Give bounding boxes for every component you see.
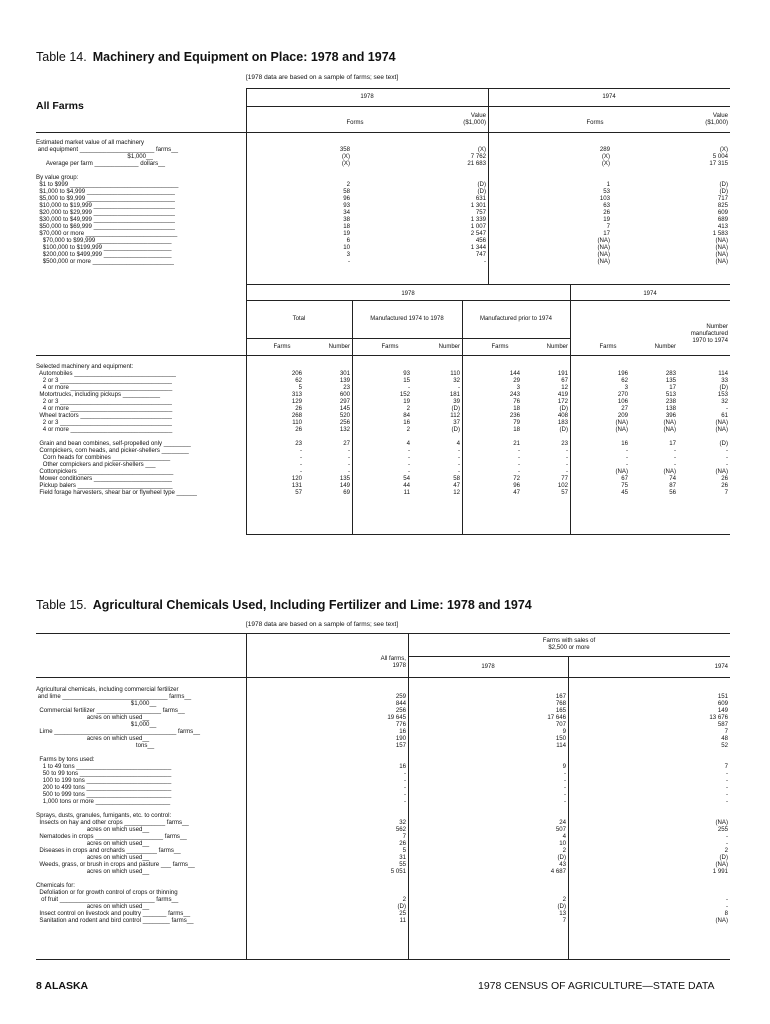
t14-upper-col-value-1978: (X) 7 762 21 683 (D) (D) 631 1 301 757 1 339 1 007 2 547 456 1 344 747 - <box>467 146 486 265</box>
t14-lower-stub: Selected machinery and equipment: Automobiles ______________________________ 2 or 3 _________________________________ 4 or more ______________________________ Motortrucks, including pickups ___________ 2 or 3 _________________________________ 4 or more ______________________________ Wheel tractors ___________________________ 2 or 3 _________________________________ 4 or more ______________________________ Grain and bean combines, self-propelled only ________ Cornpickers, corn heads, and picker-shellers ________ Corn heads for combines _________________ Other cornpickers and picker-shellers ___ Cottonpickers ____________________________ Mower conditioners _______________________ Pickup balers ____________________________ Field forage harvesters, shear bar or flywheel type ______ <box>36 363 197 496</box>
rule <box>570 284 571 534</box>
t14-lower-col8: 283 135 17 513 238 138 396 (NA) (NA) 17 - - - (NA) 74 87 56 <box>663 370 676 496</box>
t14-year-1974: 1974 <box>602 94 616 100</box>
rule <box>488 88 489 284</box>
table15-number: Table 15. <box>36 598 87 612</box>
t14-col-number: Number <box>654 344 676 350</box>
table14-name: Machinery and Equipment on Place: 1978 and 1974 <box>92 50 396 64</box>
t15-col-sales-group: Farms with sales of $2,500 or more <box>542 637 596 651</box>
t14-col-farms-1978: Forms <box>346 120 364 126</box>
t14-col-farms: Farms <box>491 344 509 350</box>
t14-lower-col2: 301 139 23 600 297 145 520 256 132 27 - - - - 135 149 69 <box>339 370 350 496</box>
t14-col-value-1974: Value ($1,000) <box>705 112 728 126</box>
t14-upper-col-farms-1978: 358 (X) (X) 2 58 96 93 34 38 18 19 6 10 3 - <box>339 146 350 265</box>
t14-upper-col-value-1974: (X) 5 004 17 315 (D) (D) 717 825 609 689 413 1 583 (NA) (NA) (NA) (NA) <box>709 146 728 265</box>
rule <box>246 534 730 535</box>
page-footer-right: 1978 CENSUS OF AGRICULTURE—STATE DATA <box>478 980 715 992</box>
table15-name: Agricultural Chemicals Used, Including Fertilizer and Lime: 1978 and 1974 <box>92 598 532 612</box>
table14-note: [1978 data are based on a sample of farms; see text] <box>246 74 399 81</box>
rule <box>352 300 353 534</box>
rule <box>36 959 730 960</box>
t14-upper-stub: Estimated market value of all machinery and equipment ______________________ farms__ $1,000__ Average per farm _____________ dollars__ By value group: $1 to $999 ________________________________ $1,000 to $4,999 __________________________ $5,000 to $9,999 __________________________ $10,000 to $19,999 ________________________ $20,000 to $29,999 ________________________ $30,000 to $49,999 ________________________ $50,000 to $69,999 ________________________ $70,000 or more ___________________________ $70,000 to $99,999 ______________________ $100,000 to $199,999 ____________________ $200,000 to $499,999 ____________________ $500,000 or more ________________________ <box>36 139 179 265</box>
t14-lower-col7: 196 62 3 270 106 27 209 (NA) (NA) 16 - - - (NA) 67 75 45 <box>615 370 628 496</box>
rule <box>36 633 730 634</box>
t14-col-farms: Farms <box>381 344 399 350</box>
rule <box>246 284 730 285</box>
t14-lower-col4: 110 32 - 181 39 (D) 112 37 (D) 4 - - - - 58 47 12 <box>449 370 460 496</box>
t14-col-mfg-prior-1974: Manufactured prior to 1974 <box>479 316 553 322</box>
rule <box>36 677 730 678</box>
t14-lower-col9: 114 33 (D) 153 32 - 61 (NA) (NA) (D) - - - (NA) 26 26 7 <box>715 370 728 496</box>
t14-col-number: Number <box>546 344 568 350</box>
t14-lower-year-1978: 1978 <box>401 291 415 297</box>
t14-lower-year-1974: 1974 <box>643 291 657 297</box>
t14-col-total: Total <box>292 316 306 322</box>
t15-col-1974-values: 151 609 149 13 676 587 7 48 52 7 - - - - - (NA) 255 - - 2 (D) (NA) 1 991 - - 8 (NA) <box>709 693 728 924</box>
t15-col-all-farms-values: 259 844 256 19 645 776 16 190 157 16 - - - - - 32 562 7 26 5 31 55 5 051 2 (D) 25 11 <box>387 693 406 924</box>
rule <box>408 633 409 959</box>
table14-title <box>36 50 396 64</box>
t15-col-1978: 1978 <box>481 664 495 670</box>
t14-col-mfg-1974-1978: Manufactured 1974 to 1978 <box>370 316 444 322</box>
t15-col-1974: 1974 <box>714 664 728 670</box>
t14-col-farms-1974: Forms <box>586 120 604 126</box>
t14-lower-col3: 93 15 - 152 19 2 84 16 2 4 - - - - 54 44 11 <box>399 370 410 496</box>
t14-col-farms: Farms <box>599 344 617 350</box>
t14-upper-col-farms-1974: 289 (X) (X) 1 53 103 63 26 19 7 17 (NA) (NA) (NA) (NA) <box>597 146 610 265</box>
t14-year-1978: 1978 <box>360 94 374 100</box>
table15-note: [1978 data are based on a sample of farms; see text] <box>246 621 399 628</box>
rule <box>246 338 570 339</box>
rule <box>246 633 247 959</box>
table14-number: Table 14. <box>36 50 87 64</box>
rule <box>36 132 730 133</box>
rule <box>408 656 730 657</box>
t14-lower-col5: 144 29 3 243 76 18 236 79 18 21 - - - - 72 96 47 <box>509 370 520 496</box>
rule <box>568 656 569 959</box>
t14-col-farms: Farms <box>273 344 291 350</box>
rule <box>246 300 730 301</box>
section-all-farms: All Farms <box>36 100 84 112</box>
rule <box>246 88 247 284</box>
t14-col-value-1978: Value ($1,000) <box>463 112 486 126</box>
table15-title <box>36 598 532 612</box>
t14-lower-col1: 206 62 5 313 129 26 268 110 26 23 - - - - 120 131 57 <box>291 370 302 496</box>
rule <box>36 355 730 356</box>
t15-col-all-farms: All farms, 1978 <box>380 655 406 669</box>
t14-col-number: Number <box>438 344 460 350</box>
page-footer-left: 8 ALASKA <box>36 980 89 992</box>
rule <box>462 300 463 534</box>
t15-col-1978-values: 167 768 165 17 646 707 9 150 114 9 - - - - - 24 507 4 10 2 (D) 43 4 687 2 (D) 13 7 <box>547 693 566 924</box>
t14-lower-col6: 191 67 12 419 172 (D) 408 183 (D) 23 - - - - 77 102 57 <box>557 370 568 496</box>
t15-stub: Agricultural chemicals, including commercial fertilizer and lime _______________________________ farms__ $1,000__ Commercial fertilizer ___________________ farms__ acres on which used__ $1,000__ Lime ____________________________________ farms__ acres on which used__ tons__ Farms by tons used: 1 to 49 tons ____________________________ 50 to 99 tons ___________________________ 100 to 199 tons _________________________ 200 to 499 tons _________________________ 500 to 999 tons _________________________ 1,000 tons or more ______________________ Sprays, dusts, granules, fumigants, etc. to control: Insects on hay and other crops ____________ farms__ acres on which used__ Nematodes in crops ____________________ farms__ acres on which used__ Diseases in crops and orchards _________ farms__ acres on which used__ Weeds, grass, or brush in crops and pasture ___ farms__ acres on which used__ Chemicals for: Defoliation or for growth control of crops or thinning of fruit ____________________________ farms__ acres on which used__ Insect control on livestock and poultry _______ farms__ Sanitation and rodent and bird control ________ farms__ <box>36 686 200 924</box>
t14-col-number-manufactured: Number manufactured 1970 to 1974 <box>690 323 728 344</box>
t14-col-number: Number <box>328 344 350 350</box>
